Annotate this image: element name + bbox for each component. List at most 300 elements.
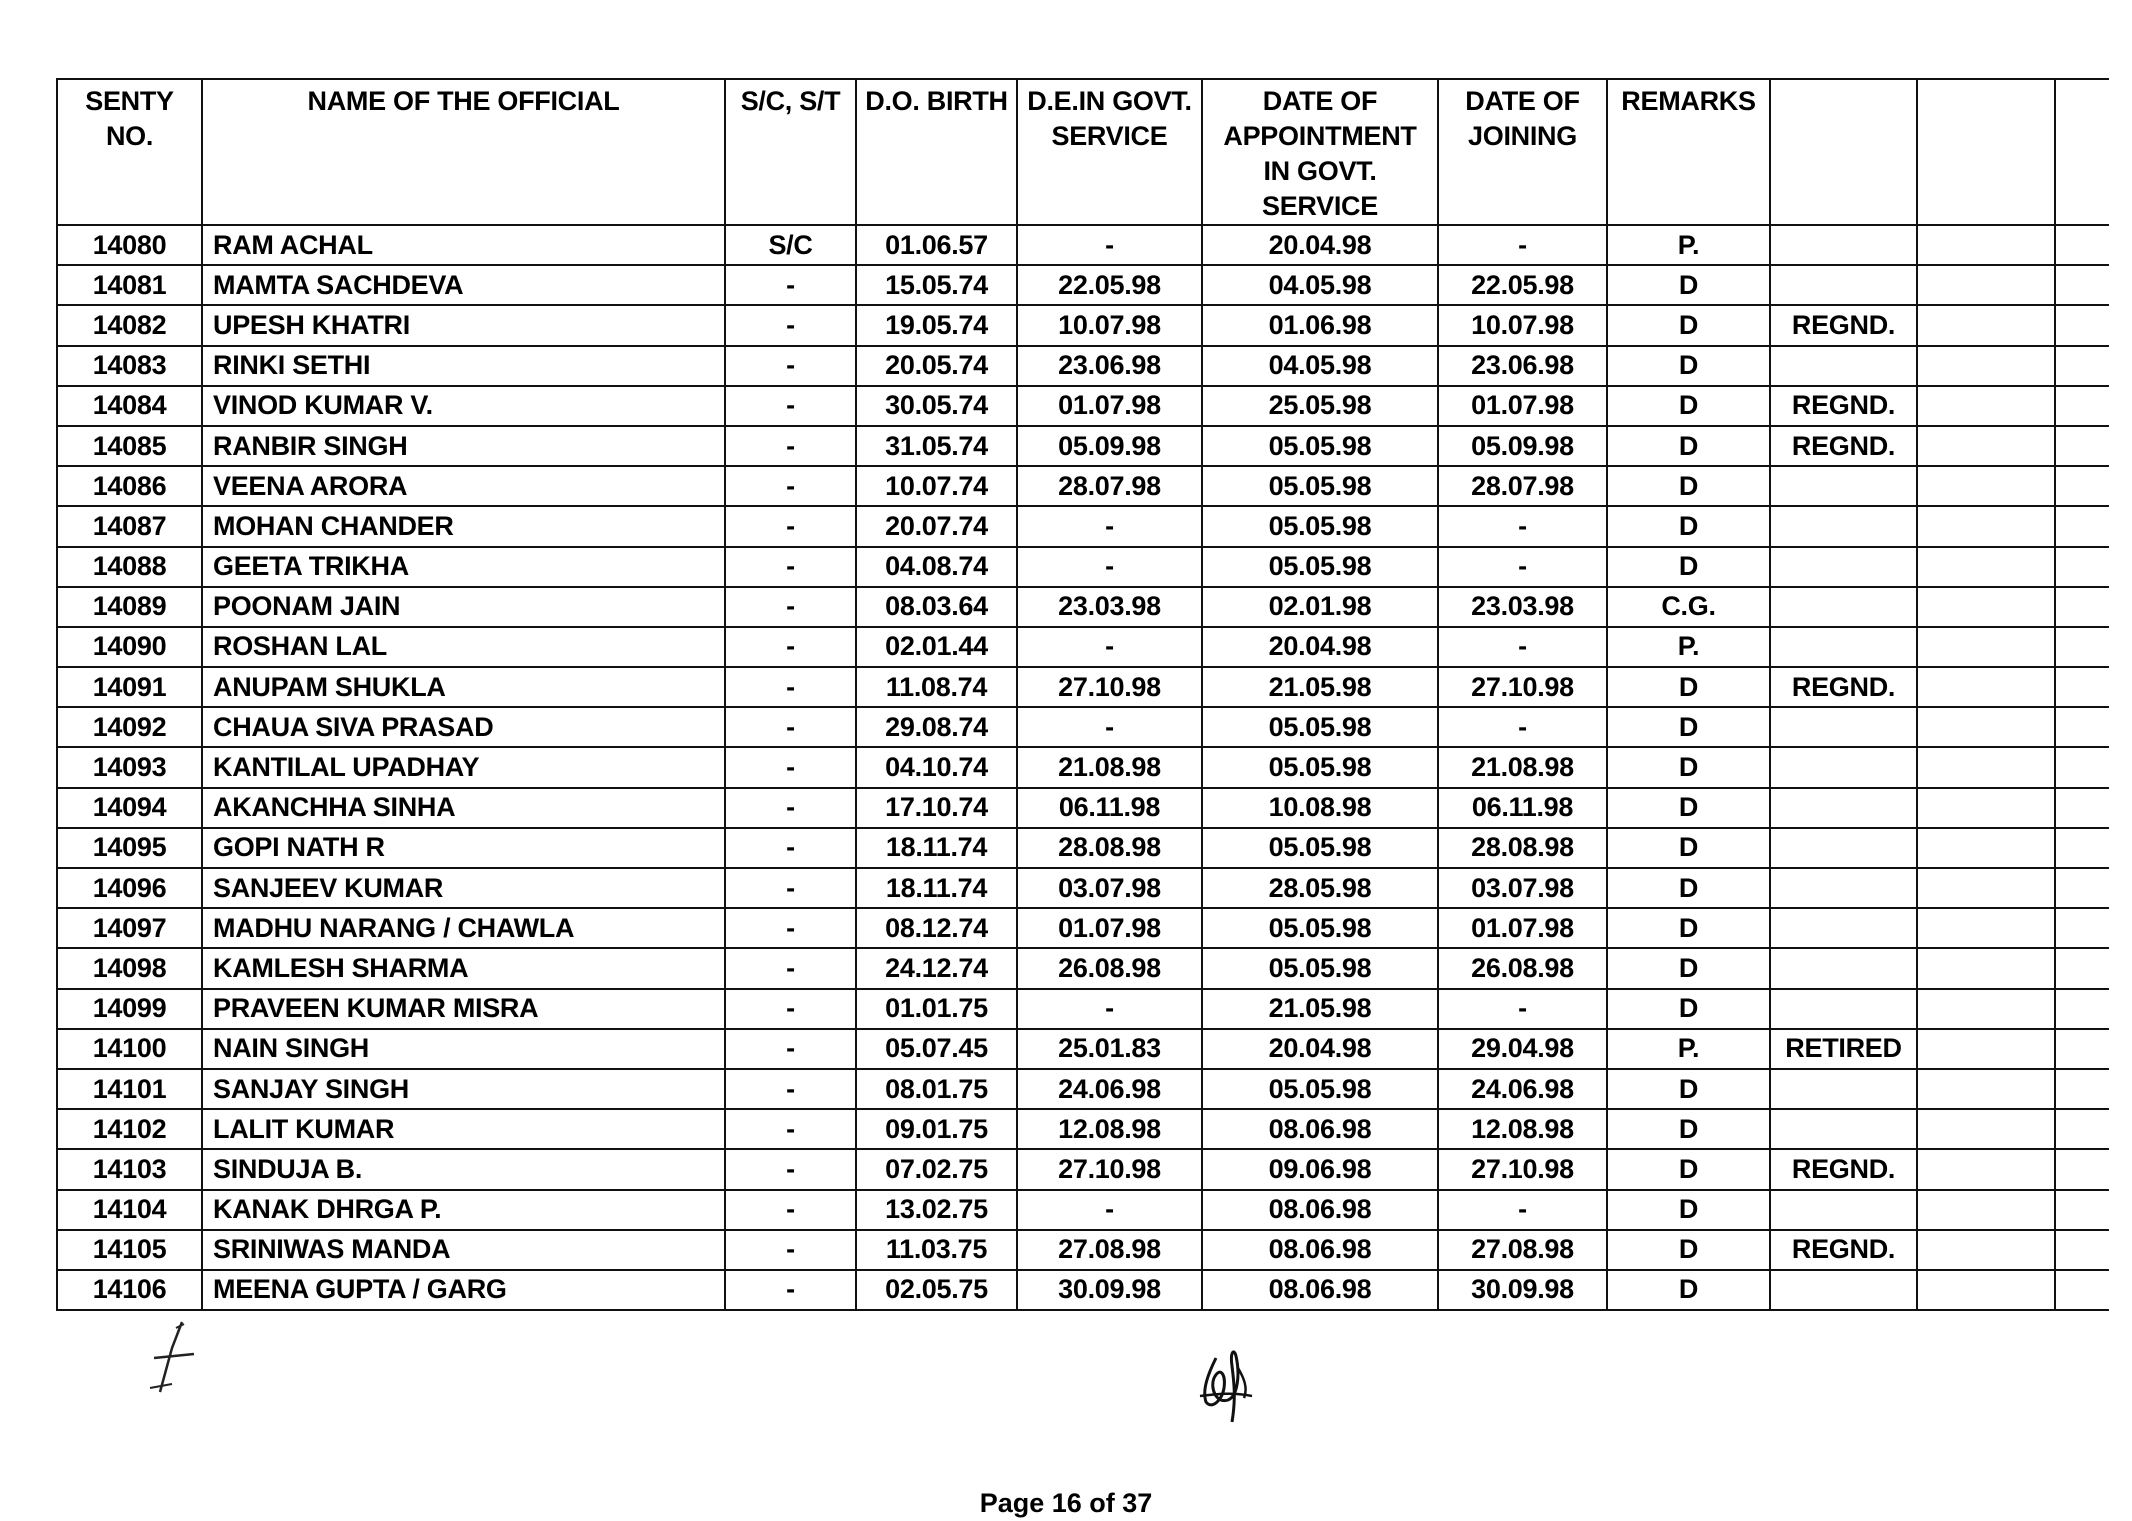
appointment-date-cell: 05.05.98 xyxy=(1202,747,1438,787)
table-row xyxy=(57,587,2109,627)
official-name-cell: SANJEEV KUMAR xyxy=(202,868,725,908)
seniority-no-cell: 14086 xyxy=(57,466,202,506)
category-cell: S/C xyxy=(725,225,856,265)
remarks-cell: D xyxy=(1607,788,1770,828)
joining-date-cell: 26.08.98 xyxy=(1438,948,1607,988)
de-govt-cell: - xyxy=(1017,506,1202,546)
remarks-cell: P. xyxy=(1607,1029,1770,1069)
dob-cell: 17.10.74 xyxy=(856,788,1017,828)
appointment-date-cell: 20.04.98 xyxy=(1202,225,1438,265)
dob-cell: 18.11.74 xyxy=(856,868,1017,908)
appointment-date-cell: 05.05.98 xyxy=(1202,707,1438,747)
appointment-date-cell: 05.05.98 xyxy=(1202,828,1438,868)
joining-date-cell: 01.07.98 xyxy=(1438,908,1607,948)
official-name-cell: POONAM JAIN xyxy=(202,587,725,627)
remarks-cell: D xyxy=(1607,1190,1770,1230)
de-govt-cell: 25.01.83 xyxy=(1017,1029,1202,1069)
empty-cell xyxy=(2055,747,2109,787)
table-row xyxy=(57,547,2109,587)
note-cell xyxy=(1770,627,1917,667)
official-name-cell: KAMLESH SHARMA xyxy=(202,948,725,988)
dob-cell: 30.05.74 xyxy=(856,386,1017,426)
remarks-cell: D xyxy=(1607,1230,1770,1270)
empty-cell xyxy=(1917,1069,2055,1109)
seniority-no-cell: 14084 xyxy=(57,386,202,426)
table-row xyxy=(57,828,2109,868)
remarks-cell: D xyxy=(1607,667,1770,707)
table-row xyxy=(57,868,2109,908)
dob-cell: 31.05.74 xyxy=(856,426,1017,466)
official-name-cell: SINDUJA B. xyxy=(202,1149,725,1189)
empty-cell xyxy=(1917,868,2055,908)
seniority-no-cell: 14104 xyxy=(57,1190,202,1230)
empty-cell xyxy=(1917,506,2055,546)
de-govt-cell: 28.07.98 xyxy=(1017,466,1202,506)
category-cell: - xyxy=(725,466,856,506)
category-cell: - xyxy=(725,627,856,667)
joining-date-cell: 23.03.98 xyxy=(1438,587,1607,627)
appointment-date-cell: 05.05.98 xyxy=(1202,466,1438,506)
table-row xyxy=(57,426,2109,466)
official-name-cell: SANJAY SINGH xyxy=(202,1069,725,1109)
official-name-cell: RANBIR SINGH xyxy=(202,426,725,466)
remarks-cell: D xyxy=(1607,1149,1770,1189)
seniority-no-cell: 14080 xyxy=(57,225,202,265)
empty-cell xyxy=(2055,466,2109,506)
joining-date-cell: 22.05.98 xyxy=(1438,265,1607,305)
table-row xyxy=(57,1109,2109,1149)
col-header-joining: DATE OF JOINING xyxy=(1438,79,1607,225)
joining-date-cell: 27.10.98 xyxy=(1438,1149,1607,1189)
empty-cell xyxy=(1917,667,2055,707)
dob-cell: 02.01.44 xyxy=(856,627,1017,667)
table-row xyxy=(57,386,2109,426)
dob-cell: 19.05.74 xyxy=(856,305,1017,345)
remarks-cell: D xyxy=(1607,305,1770,345)
note-cell xyxy=(1770,346,1917,386)
note-cell: REGND. xyxy=(1770,426,1917,466)
table-row xyxy=(57,466,2109,506)
empty-cell xyxy=(2055,426,2109,466)
joining-date-cell: - xyxy=(1438,627,1607,667)
de-govt-cell: 10.07.98 xyxy=(1017,305,1202,345)
category-cell: - xyxy=(725,1230,856,1270)
col-header-seniority: SENTY NO. xyxy=(57,79,202,225)
seniority-table xyxy=(56,78,2109,1311)
official-name-cell: GOPI NATH R xyxy=(202,828,725,868)
seniority-no-cell: 14095 xyxy=(57,828,202,868)
empty-cell xyxy=(1917,547,2055,587)
seniority-no-cell: 14081 xyxy=(57,265,202,305)
dob-cell: 05.07.45 xyxy=(856,1029,1017,1069)
seniority-no-cell: 14092 xyxy=(57,707,202,747)
category-cell: - xyxy=(725,788,856,828)
official-name-cell: RINKI SETHI xyxy=(202,346,725,386)
official-name-cell: AKANCHHA SINHA xyxy=(202,788,725,828)
dob-cell: 11.03.75 xyxy=(856,1230,1017,1270)
seniority-no-cell: 14085 xyxy=(57,426,202,466)
seniority-no-cell: 14101 xyxy=(57,1069,202,1109)
dob-cell: 15.05.74 xyxy=(856,265,1017,305)
col-header-dob: D.O. BIRTH xyxy=(856,79,1017,225)
note-cell xyxy=(1770,828,1917,868)
table-row xyxy=(57,667,2109,707)
empty-cell xyxy=(1917,1190,2055,1230)
note-cell xyxy=(1770,1270,1917,1310)
empty-cell xyxy=(1917,908,2055,948)
dob-cell: 24.12.74 xyxy=(856,948,1017,988)
de-govt-cell: 28.08.98 xyxy=(1017,828,1202,868)
de-govt-cell: - xyxy=(1017,1190,1202,1230)
appointment-date-cell: 02.01.98 xyxy=(1202,587,1438,627)
appointment-date-cell: 10.08.98 xyxy=(1202,788,1438,828)
table-body xyxy=(57,225,2109,1310)
empty-cell xyxy=(2055,1069,2109,1109)
empty-cell xyxy=(1917,948,2055,988)
empty-cell xyxy=(1917,788,2055,828)
category-cell: - xyxy=(725,305,856,345)
category-cell: - xyxy=(725,1190,856,1230)
joining-date-cell: 05.09.98 xyxy=(1438,426,1607,466)
empty-cell xyxy=(2055,547,2109,587)
category-cell: - xyxy=(725,707,856,747)
col-header-name: NAME OF THE OFFICIAL xyxy=(202,79,725,225)
official-name-cell: RAM ACHAL xyxy=(202,225,725,265)
de-govt-cell: 21.08.98 xyxy=(1017,747,1202,787)
table-row xyxy=(57,506,2109,546)
empty-cell xyxy=(1917,225,2055,265)
official-name-cell: CHAUA SIVA PRASAD xyxy=(202,707,725,747)
col-header-remarks: REMARKS xyxy=(1607,79,1770,225)
remarks-cell: D xyxy=(1607,1109,1770,1149)
joining-date-cell: 28.08.98 xyxy=(1438,828,1607,868)
category-cell: - xyxy=(725,386,856,426)
de-govt-cell: 27.08.98 xyxy=(1017,1230,1202,1270)
empty-cell xyxy=(1917,1230,2055,1270)
appointment-date-cell: 21.05.98 xyxy=(1202,989,1438,1029)
empty-cell xyxy=(2055,948,2109,988)
official-name-cell: ANUPAM SHUKLA xyxy=(202,667,725,707)
category-cell: - xyxy=(725,1029,856,1069)
note-cell: REGND. xyxy=(1770,305,1917,345)
note-cell: REGND. xyxy=(1770,1149,1917,1189)
empty-cell xyxy=(1917,627,2055,667)
remarks-cell: D xyxy=(1607,908,1770,948)
appointment-date-cell: 08.06.98 xyxy=(1202,1190,1438,1230)
category-cell: - xyxy=(725,265,856,305)
table-row xyxy=(57,989,2109,1029)
appointment-date-cell: 04.05.98 xyxy=(1202,265,1438,305)
empty-cell xyxy=(1917,1270,2055,1310)
remarks-cell: P. xyxy=(1607,225,1770,265)
de-govt-cell: 24.06.98 xyxy=(1017,1069,1202,1109)
joining-date-cell: 12.08.98 xyxy=(1438,1109,1607,1149)
col-header-extra-3 xyxy=(2055,79,2109,225)
seniority-no-cell: 14103 xyxy=(57,1149,202,1189)
appointment-date-cell: 01.06.98 xyxy=(1202,305,1438,345)
appointment-date-cell: 28.05.98 xyxy=(1202,868,1438,908)
category-cell: - xyxy=(725,667,856,707)
joining-date-cell: 10.07.98 xyxy=(1438,305,1607,345)
category-cell: - xyxy=(725,868,856,908)
joining-date-cell: - xyxy=(1438,547,1607,587)
joining-date-cell: 01.07.98 xyxy=(1438,386,1607,426)
appointment-date-cell: 05.05.98 xyxy=(1202,506,1438,546)
empty-cell xyxy=(2055,707,2109,747)
note-cell xyxy=(1770,788,1917,828)
de-govt-cell: 27.10.98 xyxy=(1017,1149,1202,1189)
dob-cell: 11.08.74 xyxy=(856,667,1017,707)
dob-cell: 08.01.75 xyxy=(856,1069,1017,1109)
note-cell xyxy=(1770,506,1917,546)
joining-date-cell: 27.10.98 xyxy=(1438,667,1607,707)
appointment-date-cell: 08.06.98 xyxy=(1202,1109,1438,1149)
official-name-cell: SRINIWAS MANDA xyxy=(202,1230,725,1270)
remarks-cell: D xyxy=(1607,386,1770,426)
seniority-no-cell: 14091 xyxy=(57,667,202,707)
remarks-cell: P. xyxy=(1607,627,1770,667)
seniority-no-cell: 14083 xyxy=(57,346,202,386)
official-name-cell: VINOD KUMAR V. xyxy=(202,386,725,426)
table-row xyxy=(57,1270,2109,1310)
remarks-cell: D xyxy=(1607,989,1770,1029)
category-cell: - xyxy=(725,1109,856,1149)
joining-date-cell: - xyxy=(1438,225,1607,265)
empty-cell xyxy=(2055,1270,2109,1310)
empty-cell xyxy=(1917,828,2055,868)
table-row xyxy=(57,346,2109,386)
note-cell xyxy=(1770,1109,1917,1149)
note-cell xyxy=(1770,989,1917,1029)
official-name-cell: PRAVEEN KUMAR MISRA xyxy=(202,989,725,1029)
appointment-date-cell: 05.05.98 xyxy=(1202,948,1438,988)
category-cell: - xyxy=(725,747,856,787)
seniority-no-cell: 14093 xyxy=(57,747,202,787)
dob-cell: 08.03.64 xyxy=(856,587,1017,627)
category-cell: - xyxy=(725,547,856,587)
official-name-cell: KANAK DHRGA P. xyxy=(202,1190,725,1230)
appointment-date-cell: 21.05.98 xyxy=(1202,667,1438,707)
empty-cell xyxy=(2055,627,2109,667)
seniority-no-cell: 14097 xyxy=(57,908,202,948)
appointment-date-cell: 20.04.98 xyxy=(1202,1029,1438,1069)
de-govt-cell: - xyxy=(1017,989,1202,1029)
seniority-no-cell: 14088 xyxy=(57,547,202,587)
appointment-date-cell: 05.05.98 xyxy=(1202,547,1438,587)
empty-cell xyxy=(1917,386,2055,426)
seniority-no-cell: 14089 xyxy=(57,587,202,627)
table-row xyxy=(57,1190,2109,1230)
seniority-no-cell: 14102 xyxy=(57,1109,202,1149)
joining-date-cell: 24.06.98 xyxy=(1438,1069,1607,1109)
category-cell: - xyxy=(725,587,856,627)
seniority-no-cell: 14082 xyxy=(57,305,202,345)
official-name-cell: UPESH KHATRI xyxy=(202,305,725,345)
note-cell xyxy=(1770,466,1917,506)
remarks-cell: D xyxy=(1607,868,1770,908)
official-name-cell: GEETA TRIKHA xyxy=(202,547,725,587)
remarks-cell: D xyxy=(1607,506,1770,546)
de-govt-cell: 01.07.98 xyxy=(1017,908,1202,948)
joining-date-cell: - xyxy=(1438,707,1607,747)
category-cell: - xyxy=(725,908,856,948)
dob-cell: 18.11.74 xyxy=(856,828,1017,868)
de-govt-cell: 12.08.98 xyxy=(1017,1109,1202,1149)
seniority-no-cell: 14090 xyxy=(57,627,202,667)
note-cell xyxy=(1770,868,1917,908)
joining-date-cell: - xyxy=(1438,989,1607,1029)
de-govt-cell: 30.09.98 xyxy=(1017,1270,1202,1310)
note-cell xyxy=(1770,1069,1917,1109)
dob-cell: 20.05.74 xyxy=(856,346,1017,386)
dob-cell: 07.02.75 xyxy=(856,1149,1017,1189)
joining-date-cell: 03.07.98 xyxy=(1438,868,1607,908)
dob-cell: 13.02.75 xyxy=(856,1190,1017,1230)
note-cell xyxy=(1770,948,1917,988)
appointment-date-cell: 08.06.98 xyxy=(1202,1230,1438,1270)
appointment-date-cell: 05.05.98 xyxy=(1202,1069,1438,1109)
col-header-extra-2 xyxy=(1917,79,2055,225)
remarks-cell: D xyxy=(1607,1270,1770,1310)
dob-cell: 20.07.74 xyxy=(856,506,1017,546)
empty-cell xyxy=(2055,1109,2109,1149)
empty-cell xyxy=(2055,1230,2109,1270)
table-row xyxy=(57,1230,2109,1270)
dob-cell: 29.08.74 xyxy=(856,707,1017,747)
official-name-cell: NAIN SINGH xyxy=(202,1029,725,1069)
note-cell xyxy=(1770,225,1917,265)
table-row xyxy=(57,265,2109,305)
official-name-cell: MAMTA SACHDEVA xyxy=(202,265,725,305)
category-cell: - xyxy=(725,989,856,1029)
empty-cell xyxy=(2055,788,2109,828)
appointment-date-cell: 25.05.98 xyxy=(1202,386,1438,426)
official-name-cell: MEENA GUPTA / GARG xyxy=(202,1270,725,1310)
de-govt-cell: 01.07.98 xyxy=(1017,386,1202,426)
empty-cell xyxy=(2055,908,2109,948)
dob-cell: 04.10.74 xyxy=(856,747,1017,787)
table-row xyxy=(57,1029,2109,1069)
empty-cell xyxy=(1917,466,2055,506)
note-cell xyxy=(1770,547,1917,587)
col-header-category: S/C, S/T xyxy=(725,79,856,225)
seniority-no-cell: 14100 xyxy=(57,1029,202,1069)
empty-cell xyxy=(2055,225,2109,265)
table-row xyxy=(57,225,2109,265)
joining-date-cell: 21.08.98 xyxy=(1438,747,1607,787)
remarks-cell: D xyxy=(1607,426,1770,466)
table-row xyxy=(57,1149,2109,1189)
category-cell: - xyxy=(725,426,856,466)
note-cell: RETIRED xyxy=(1770,1029,1917,1069)
de-govt-cell: 23.03.98 xyxy=(1017,587,1202,627)
remarks-cell: D xyxy=(1607,828,1770,868)
note-cell xyxy=(1770,908,1917,948)
note-cell xyxy=(1770,587,1917,627)
de-govt-cell: - xyxy=(1017,707,1202,747)
de-govt-cell: 03.07.98 xyxy=(1017,868,1202,908)
table-row xyxy=(57,788,2109,828)
joining-date-cell: 23.06.98 xyxy=(1438,346,1607,386)
category-cell: - xyxy=(725,346,856,386)
empty-cell xyxy=(1917,587,2055,627)
remarks-cell: D xyxy=(1607,707,1770,747)
col-header-appointment: DATE OF APPOINTMENT IN GOVT. SERVICE xyxy=(1202,79,1438,225)
joining-date-cell: - xyxy=(1438,1190,1607,1230)
de-govt-cell: 05.09.98 xyxy=(1017,426,1202,466)
remarks-cell: C.G. xyxy=(1607,587,1770,627)
seniority-no-cell: 14096 xyxy=(57,868,202,908)
dob-cell: 01.01.75 xyxy=(856,989,1017,1029)
empty-cell xyxy=(2055,1149,2109,1189)
de-govt-cell: 22.05.98 xyxy=(1017,265,1202,305)
dob-cell: 04.08.74 xyxy=(856,547,1017,587)
empty-cell xyxy=(2055,587,2109,627)
empty-cell xyxy=(1917,346,2055,386)
de-govt-cell: - xyxy=(1017,627,1202,667)
category-cell: - xyxy=(725,1149,856,1189)
note-cell xyxy=(1770,1190,1917,1230)
de-govt-cell: - xyxy=(1017,225,1202,265)
dob-cell: 02.05.75 xyxy=(856,1270,1017,1310)
seniority-no-cell: 14106 xyxy=(57,1270,202,1310)
note-cell xyxy=(1770,265,1917,305)
category-cell: - xyxy=(725,506,856,546)
table-row xyxy=(57,707,2109,747)
official-name-cell: KANTILAL UPADHAY xyxy=(202,747,725,787)
empty-cell xyxy=(2055,989,2109,1029)
empty-cell xyxy=(2055,386,2109,426)
appointment-date-cell: 05.05.98 xyxy=(1202,908,1438,948)
joining-date-cell: 06.11.98 xyxy=(1438,788,1607,828)
empty-cell xyxy=(1917,265,2055,305)
dob-cell: 08.12.74 xyxy=(856,908,1017,948)
empty-cell xyxy=(1917,426,2055,466)
dob-cell: 09.01.75 xyxy=(856,1109,1017,1149)
empty-cell xyxy=(1917,1029,2055,1069)
appointment-date-cell: 20.04.98 xyxy=(1202,627,1438,667)
note-cell xyxy=(1770,747,1917,787)
page-number: Page 16 of 37 xyxy=(979,1488,1153,1518)
empty-cell xyxy=(2055,506,2109,546)
official-name-cell: MADHU NARANG / CHAWLA xyxy=(202,908,725,948)
category-cell: - xyxy=(725,1270,856,1310)
seniority-no-cell: 14099 xyxy=(57,989,202,1029)
dob-cell: 01.06.57 xyxy=(856,225,1017,265)
table-header-row xyxy=(57,79,2109,225)
seniority-no-cell: 14094 xyxy=(57,788,202,828)
empty-cell xyxy=(1917,989,2055,1029)
table-row xyxy=(57,305,2109,345)
col-header-de-govt: D.E.IN GOVT. SERVICE xyxy=(1017,79,1202,225)
category-cell: - xyxy=(725,828,856,868)
empty-cell xyxy=(1917,305,2055,345)
note-cell xyxy=(1770,707,1917,747)
joining-date-cell: 27.08.98 xyxy=(1438,1230,1607,1270)
joining-date-cell: 30.09.98 xyxy=(1438,1270,1607,1310)
note-cell: REGND. xyxy=(1770,386,1917,426)
official-name-cell: MOHAN CHANDER xyxy=(202,506,725,546)
joining-date-cell: 29.04.98 xyxy=(1438,1029,1607,1069)
remarks-cell: D xyxy=(1607,346,1770,386)
category-cell: - xyxy=(725,948,856,988)
remarks-cell: D xyxy=(1607,1069,1770,1109)
dob-cell: 10.07.74 xyxy=(856,466,1017,506)
empty-cell xyxy=(2055,868,2109,908)
table-row xyxy=(57,627,2109,667)
joining-date-cell: 28.07.98 xyxy=(1438,466,1607,506)
joining-date-cell: - xyxy=(1438,506,1607,546)
